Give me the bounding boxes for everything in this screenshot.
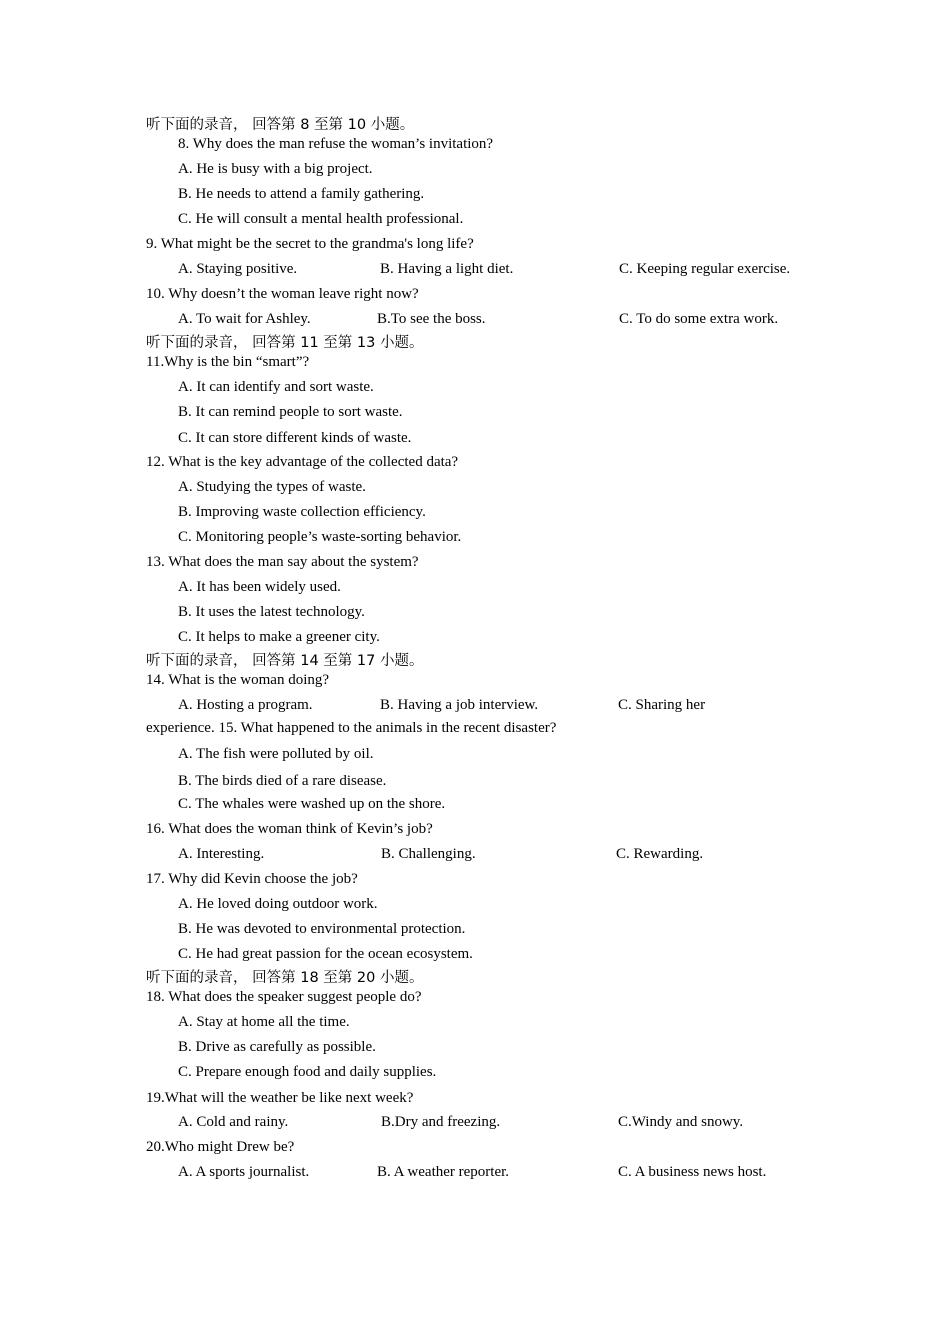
question-15-option-b: B. The birds died of a rare disease.: [178, 773, 387, 789]
question-15-option-c: C. The whales were washed up on the shore.: [178, 796, 446, 812]
question-12-option-c: C. Monitoring people’s waste-sorting behavior.: [178, 529, 462, 545]
question-13-option-a: A. It has been widely used.: [178, 579, 341, 595]
question-10-option-c: C. To do some extra work.: [619, 311, 779, 327]
question-18-stem: 18. What does the speaker suggest people do?: [146, 989, 422, 1005]
question-20-option-b: B. A weather reporter.: [377, 1164, 510, 1180]
question-8-stem: 8. Why does the man refuse the woman’s invitation?: [178, 136, 494, 152]
question-18-option-c: C. Prepare enough food and daily supplies.: [178, 1064, 437, 1080]
question-10-option-a: A. To wait for Ashley.: [178, 311, 311, 327]
question-13-option-b: B. It uses the latest technology.: [178, 604, 365, 620]
question-16-option-c: C. Rewarding.: [616, 846, 704, 862]
question-13-stem: 13. What does the man say about the system?: [146, 554, 419, 570]
question-11-option-a: A. It can identify and sort waste.: [178, 379, 374, 395]
question-20-option-a: A. A sports journalist.: [178, 1164, 310, 1180]
question-11-option-c: C. It can store different kinds of waste.: [178, 430, 412, 446]
question-14-option-b: B. Having a job interview.: [380, 697, 539, 713]
question-14-option-a: A. Hosting a program.: [178, 697, 313, 713]
question-8-option-b: B. He needs to attend a family gathering.: [178, 186, 425, 202]
question-16-option-b: B. Challenging.: [381, 846, 476, 862]
question-19-stem: 19.What will the weather be like next week?: [146, 1090, 414, 1106]
question-12-option-b: B. Improving waste collection efficiency.: [178, 504, 426, 520]
question-10-option-b: B.To see the boss.: [377, 311, 486, 327]
question-10-stem: 10. Why doesn’t the woman leave right now?: [146, 286, 419, 302]
section-heading-14-17: 听下面的录音， 回答第 14 至第 17 小题。: [146, 653, 424, 669]
question-17-option-a: A. He loved doing outdoor work.: [178, 896, 378, 912]
question-8-option-a: A. He is busy with a big project.: [178, 161, 373, 177]
question-14-option-c-continued-question-15-stem: experience. 15. What happened to the animals in the recent disaster?: [146, 720, 557, 736]
question-18-option-b: B. Drive as carefully as possible.: [178, 1039, 376, 1055]
question-9-option-c: C. Keeping regular exercise.: [619, 261, 791, 277]
question-12-option-a: A. Studying the types of waste.: [178, 479, 366, 495]
question-14-option-c: C. Sharing her: [618, 697, 706, 713]
section-heading-18-20: 听下面的录音， 回答第 18 至第 20 小题。: [146, 970, 424, 986]
section-heading-11-13: 听下面的录音， 回答第 11 至第 13 小题。: [146, 335, 424, 351]
question-19-option-a: A. Cold and rainy.: [178, 1114, 289, 1130]
question-17-option-b: B. He was devoted to environmental protection.: [178, 921, 466, 937]
question-17-stem: 17. Why did Kevin choose the job?: [146, 871, 358, 887]
question-17-option-c: C. He had great passion for the ocean ecosystem.: [178, 946, 473, 962]
question-8-option-c: C. He will consult a mental health professional.: [178, 211, 464, 227]
section-heading-8-10: 听下面的录音， 回答第 8 至第 10 小题。: [146, 117, 415, 133]
question-19-option-b: B.Dry and freezing.: [381, 1114, 501, 1130]
question-9-option-a: A. Staying positive.: [178, 261, 298, 277]
question-12-stem: 12. What is the key advantage of the collected data?: [146, 454, 459, 470]
question-9-option-b: B. Having a light diet.: [380, 261, 514, 277]
question-15-option-a: A. The fish were polluted by oil.: [178, 746, 374, 762]
question-19-option-c: C.Windy and snowy.: [618, 1114, 744, 1130]
question-18-option-a: A. Stay at home all the time.: [178, 1014, 350, 1030]
question-11-stem: 11.Why is the bin “smart”?: [146, 354, 310, 370]
question-20-option-c: C. A business news host.: [618, 1164, 767, 1180]
question-9-stem: 9. What might be the secret to the grandma's long life?: [146, 236, 474, 252]
question-16-stem: 16. What does the woman think of Kevin’s job?: [146, 821, 433, 837]
question-16-option-a: A. Interesting.: [178, 846, 265, 862]
question-14-stem: 14. What is the woman doing?: [146, 672, 330, 688]
question-20-stem: 20.Who might Drew be?: [146, 1139, 295, 1155]
question-13-option-c: C. It helps to make a greener city.: [178, 629, 380, 645]
question-11-option-b: B. It can remind people to sort waste.: [178, 404, 403, 420]
